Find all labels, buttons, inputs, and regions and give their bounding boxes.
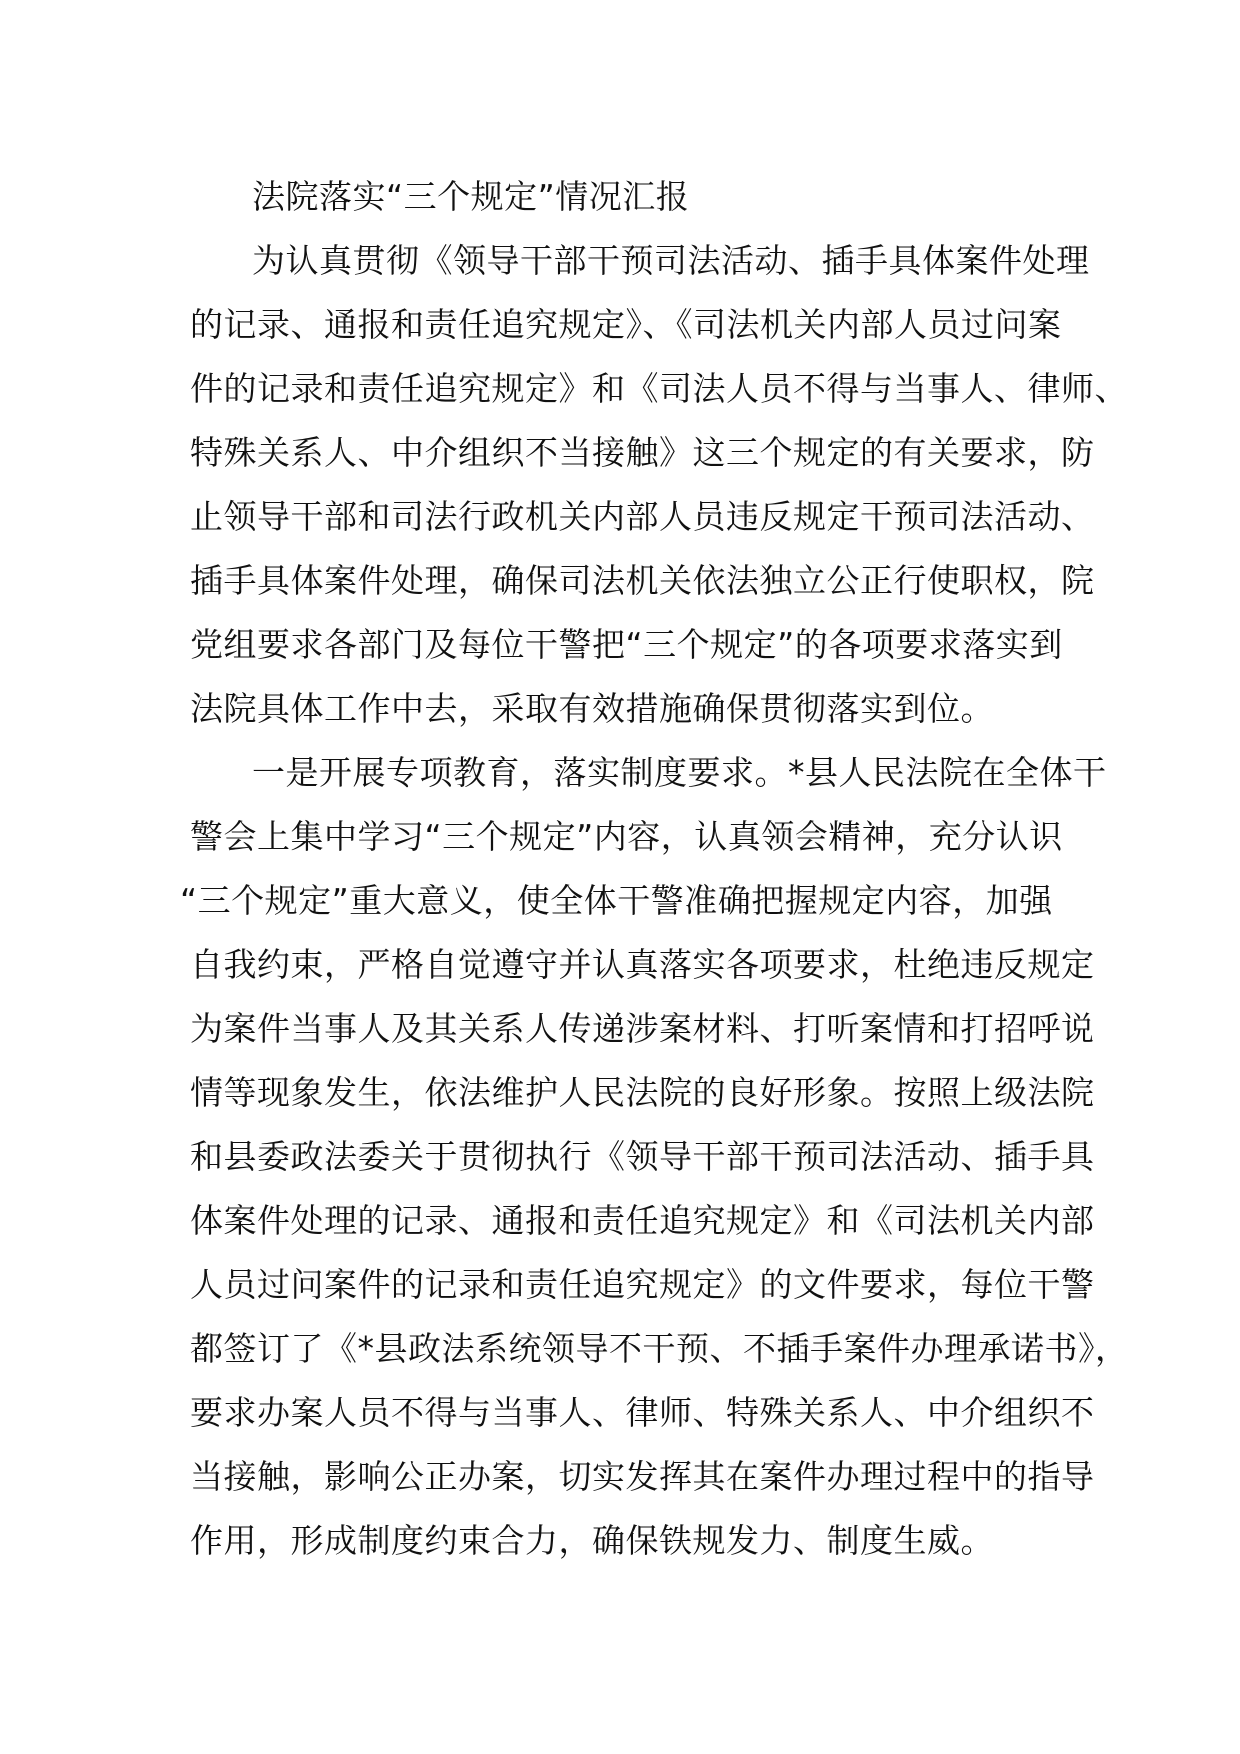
paragraph-2-line-11: 要求办案人员不得与当事人、律师、特殊关系人、中介组织不 — [190, 1393, 1095, 1432]
paragraph-1-line-2: 的记录、通报和责任追究规定》、《司法机关内部人员过问案 — [190, 305, 1062, 344]
paragraph-1-line-1: 为认真贯彻《领导干部干预司法活动、插手具体案件处理 — [252, 241, 1090, 280]
paragraph-2-line-4: 自我约束，严格自觉遵守并认真落实各项要求，杜绝违反规定 — [190, 945, 1095, 984]
paragraph-1-line-4: 特殊关系人、中介组织不当接触》这三个规定的有关要求，防 — [190, 433, 1095, 472]
paragraph-1-line-7: 党组要求各部门及每位干警把“三个规定”的各项要求落实到 — [190, 625, 1063, 664]
paragraph-1-line-3: 件的记录和责任追究规定》和《司法人员不得与当事人、律师、 — [190, 369, 1128, 408]
paragraph-2-line-10: 都签订了《*县政法系统领导不干预、不插手案件办理承诺书》， — [190, 1329, 1129, 1368]
paragraph-2-line-5: 为案件当事人及其关系人传递涉案材料、打听案情和打招呼说 — [190, 1009, 1095, 1048]
paragraph-2-line-13: 作用，形成制度约束合力，确保铁规发力、制度生威。 — [190, 1521, 994, 1560]
paragraph-1-line-6: 插手具体案件处理，确保司法机关依法独立公正行使职权，院 — [190, 561, 1095, 600]
paragraph-2-line-9: 人员过问案件的记录和责任追究规定》的文件要求，每位干警 — [190, 1265, 1095, 1304]
paragraph-2-line-1: 一是开展专项教育，落实制度要求。*县人民法院在全体干 — [252, 753, 1107, 792]
paragraph-2-line-6: 情等现象发生，依法维护人民法院的良好形象。按照上级法院 — [190, 1073, 1095, 1112]
paragraph-2-line-3: “三个规定”重大意义，使全体干警准确把握规定内容，加强 — [180, 881, 1053, 920]
paragraph-2-line-7: 和县委政法委关于贯彻执行《领导干部干预司法活动、插手具 — [190, 1137, 1095, 1176]
paragraph-2-line-12: 当接触，影响公正办案，切实发挥其在案件办理过程中的指导 — [190, 1457, 1095, 1496]
paragraph-2-line-2: 警会上集中学习“三个规定”内容，认真领会精神，充分认识 — [190, 817, 1063, 856]
paragraph-1-line-8: 法院具体工作中去，采取有效措施确保贯彻落实到位。 — [190, 689, 994, 728]
document-title: 法院落实“三个规定”情况汇报 — [252, 177, 690, 216]
paragraph-2-line-8: 体案件处理的记录、通报和责任追究规定》和《司法机关内部 — [190, 1201, 1095, 1240]
paragraph-1-line-5: 止领导干部和司法行政机关内部人员违反规定干预司法活动、 — [190, 497, 1095, 536]
